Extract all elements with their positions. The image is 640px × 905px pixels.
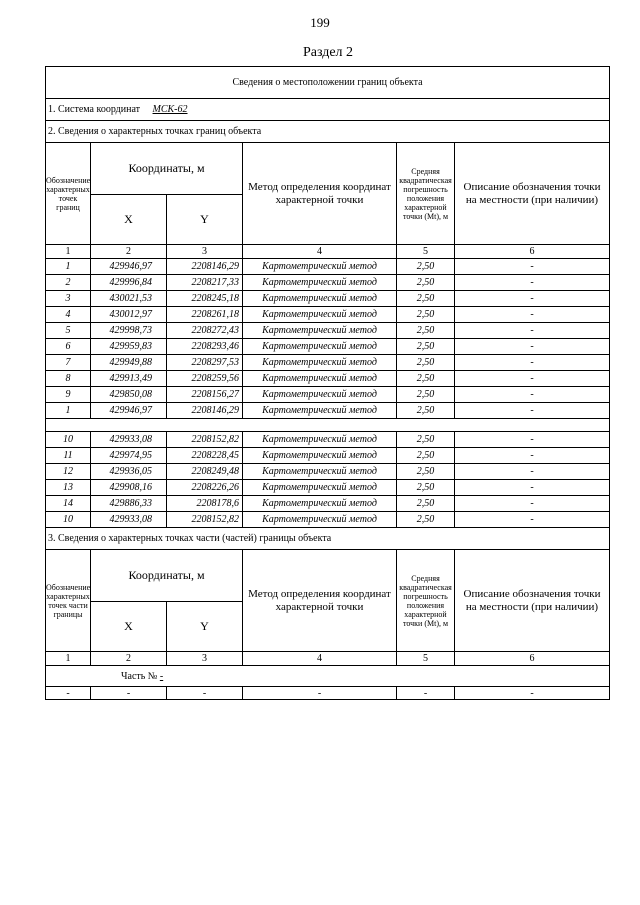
header-coords: Координаты, м [91, 143, 243, 195]
header-description: Описание обозначения точки на местности (при наличии) [455, 550, 610, 652]
mt-cell: 2,50 [397, 323, 455, 339]
method-cell: Картометрический метод [243, 448, 397, 464]
description-cell: - [455, 371, 610, 387]
x-coordinate-cell: 429936,05 [91, 464, 167, 480]
y-coordinate-cell: 2208249,48 [167, 464, 243, 480]
mt-cell: 2,50 [397, 355, 455, 371]
coord-system-row [46, 99, 610, 121]
method-cell: Картометрический метод [243, 432, 397, 448]
method-cell: Картометрический метод [243, 275, 397, 291]
page-number: 199 [310, 15, 330, 30]
method-cell: Картометрический метод [243, 355, 397, 371]
y-coordinate-cell: 2208146,29 [167, 403, 243, 419]
x-coordinate-cell: 429886,33 [91, 496, 167, 512]
mt-cell: 2,50 [397, 275, 455, 291]
column-number: 6 [455, 245, 610, 259]
description-cell: - [455, 432, 610, 448]
contour-separator-row [46, 419, 610, 432]
part-number-value: - [159, 670, 164, 682]
x-coordinate-cell: 429908,16 [91, 480, 167, 496]
column-number: 6 [455, 652, 610, 666]
point-number-cell: 3 [46, 291, 91, 307]
header-point-name: Обозначение характерных точек границ [46, 143, 91, 245]
y-coordinate-cell: 2208217,33 [167, 275, 243, 291]
y-coordinate-cell: 2208152,82 [167, 512, 243, 528]
header-x: X [91, 602, 167, 652]
y-coordinate-cell: 2208293,46 [167, 339, 243, 355]
x-coordinate-cell: 429913,49 [91, 371, 167, 387]
mt-cell: 2,50 [397, 371, 455, 387]
x-coordinate-cell: 430021,53 [91, 291, 167, 307]
description-cell: - [455, 339, 610, 355]
y-coordinate-cell: 2208146,29 [167, 259, 243, 275]
y-coordinate-cell: 2208228,45 [167, 448, 243, 464]
header-x: X [91, 195, 167, 245]
table-cell: - [167, 687, 243, 700]
method-cell: Картометрический метод [243, 480, 397, 496]
point-number-cell: 4 [46, 307, 91, 323]
column-number: 3 [167, 652, 243, 666]
table-row [46, 512, 610, 528]
table-cell: - [91, 687, 167, 700]
point-number-cell: 1 [46, 403, 91, 419]
column-number: 5 [397, 245, 455, 259]
method-cell: Картометрический метод [243, 371, 397, 387]
point-number-cell: 12 [46, 464, 91, 480]
column-number: 2 [91, 652, 167, 666]
description-cell: - [455, 323, 610, 339]
table-row [46, 496, 610, 512]
y-coordinate-cell: 2208261,18 [167, 307, 243, 323]
x-coordinate-cell: 429933,08 [91, 512, 167, 528]
table-row [46, 371, 610, 387]
table-row [46, 291, 610, 307]
y-coordinate-cell: 2208156,27 [167, 387, 243, 403]
x-coordinate-cell: 429946,97 [91, 403, 167, 419]
mt-cell: 2,50 [397, 480, 455, 496]
y-coordinate-cell: 2208297,53 [167, 355, 243, 371]
table-row [46, 307, 610, 323]
header-mse: Средняя квадратическая погрешность положения характерной точки (Мt), м [397, 143, 455, 245]
point-number-cell: 8 [46, 371, 91, 387]
mt-cell: 2,50 [397, 387, 455, 403]
mt-cell: 2,50 [397, 259, 455, 275]
table-row [46, 480, 610, 496]
header-method: Метод определения координат характерной точки [243, 550, 397, 652]
header-method: Метод определения координат характерной точки [243, 143, 397, 245]
part-number-row [46, 666, 610, 687]
description-cell: - [455, 403, 610, 419]
y-coordinate-cell: 2208272,43 [167, 323, 243, 339]
table-row [46, 259, 610, 275]
x-coordinate-cell: 429850,08 [91, 387, 167, 403]
point-number-cell: 7 [46, 355, 91, 371]
section3-title: 3. Сведения о характерных точках части (частей) границы объекта [46, 528, 610, 550]
table-row [46, 432, 610, 448]
y-coordinate-cell: 2208152,82 [167, 432, 243, 448]
mt-cell: 2,50 [397, 496, 455, 512]
method-cell: Картометрический метод [243, 387, 397, 403]
header-y: Y [167, 195, 243, 245]
method-cell: Картометрический метод [243, 403, 397, 419]
description-cell: - [455, 307, 610, 323]
point-number-cell: 9 [46, 387, 91, 403]
part-number-label: Часть № [121, 670, 158, 682]
mt-cell: 2,50 [397, 448, 455, 464]
point-number-cell: 11 [46, 448, 91, 464]
x-coordinate-cell: 429959,83 [91, 339, 167, 355]
column-number: 5 [397, 652, 455, 666]
description-cell: - [455, 512, 610, 528]
point-number-cell: 13 [46, 480, 91, 496]
method-cell: Картометрический метод [243, 512, 397, 528]
y-coordinate-cell: 2208178,6 [167, 496, 243, 512]
table-row [46, 403, 610, 419]
point-number-cell: 10 [46, 512, 91, 528]
x-coordinate-cell: 429946,97 [91, 259, 167, 275]
method-cell: Картометрический метод [243, 323, 397, 339]
point-number-cell: 1 [46, 259, 91, 275]
section2-title: 2. Сведения о характерных точках границ объекта [46, 121, 610, 143]
table-cell: - [455, 687, 610, 700]
section-title: Раздел 2 [302, 45, 354, 60]
mt-cell: 2,50 [397, 432, 455, 448]
x-coordinate-cell: 429974,95 [91, 448, 167, 464]
table-row [46, 448, 610, 464]
point-number-cell: 5 [46, 323, 91, 339]
coord-system-value: МСК-62 [152, 104, 188, 115]
y-coordinate-cell: 2208226,26 [167, 480, 243, 496]
description-cell: - [455, 355, 610, 371]
mt-cell: 2,50 [397, 307, 455, 323]
column-number: 3 [167, 245, 243, 259]
y-coordinate-cell: 2208259,56 [167, 371, 243, 387]
column-numbers-row [46, 245, 610, 259]
point-number-cell: 14 [46, 496, 91, 512]
table-title: Сведения о местоположении границ объекта [46, 67, 610, 99]
mt-cell: 2,50 [397, 464, 455, 480]
column-number: 1 [46, 245, 91, 259]
description-cell: - [455, 480, 610, 496]
method-cell: Картометрический метод [243, 259, 397, 275]
table-row [46, 323, 610, 339]
description-cell: - [455, 387, 610, 403]
method-cell: Картометрический метод [243, 496, 397, 512]
table-cell: - [397, 687, 455, 700]
description-cell: - [455, 259, 610, 275]
table-row [46, 355, 610, 371]
header-mse: Средняя квадратическая погрешность положения характерной точки (Мt), м [397, 550, 455, 652]
table-row [46, 339, 610, 355]
point-number-cell: 2 [46, 275, 91, 291]
column-number: 1 [46, 652, 91, 666]
x-coordinate-cell: 429933,08 [91, 432, 167, 448]
table-cell: - [46, 687, 91, 700]
description-cell: - [455, 464, 610, 480]
point-number-cell: 10 [46, 432, 91, 448]
description-cell: - [455, 496, 610, 512]
mt-cell: 2,50 [397, 339, 455, 355]
header-point-name-part: Обозначение характерных точек части границы [46, 550, 91, 652]
y-coordinate-cell: 2208245,18 [167, 291, 243, 307]
x-coordinate-cell: 429998,73 [91, 323, 167, 339]
table-row [46, 275, 610, 291]
method-cell: Картометрический метод [243, 307, 397, 323]
table-row [46, 387, 610, 403]
column-numbers-row [46, 652, 610, 666]
column-number: 2 [91, 245, 167, 259]
mt-cell: 2,50 [397, 403, 455, 419]
column-number: 4 [243, 652, 397, 666]
header-coords: Координаты, м [91, 550, 243, 602]
description-cell: - [455, 448, 610, 464]
table-row [46, 464, 610, 480]
mt-cell: 2,50 [397, 291, 455, 307]
method-cell: Картометрический метод [243, 339, 397, 355]
method-cell: Картометрический метод [243, 291, 397, 307]
part-data-row [46, 687, 610, 700]
point-number-cell: 6 [46, 339, 91, 355]
column-number: 4 [243, 245, 397, 259]
header-y: Y [167, 602, 243, 652]
method-cell: Картометрический метод [243, 464, 397, 480]
boundary-table [45, 66, 610, 700]
description-cell: - [455, 275, 610, 291]
x-coordinate-cell: 430012,97 [91, 307, 167, 323]
description-cell: - [455, 291, 610, 307]
table-cell: - [243, 687, 397, 700]
mt-cell: 2,50 [397, 512, 455, 528]
x-coordinate-cell: 429949,88 [91, 355, 167, 371]
coord-system-label: 1. Система координат [48, 104, 141, 115]
header-description: Описание обозначения точки на местности (при наличии) [455, 143, 610, 245]
x-coordinate-cell: 429996,84 [91, 275, 167, 291]
